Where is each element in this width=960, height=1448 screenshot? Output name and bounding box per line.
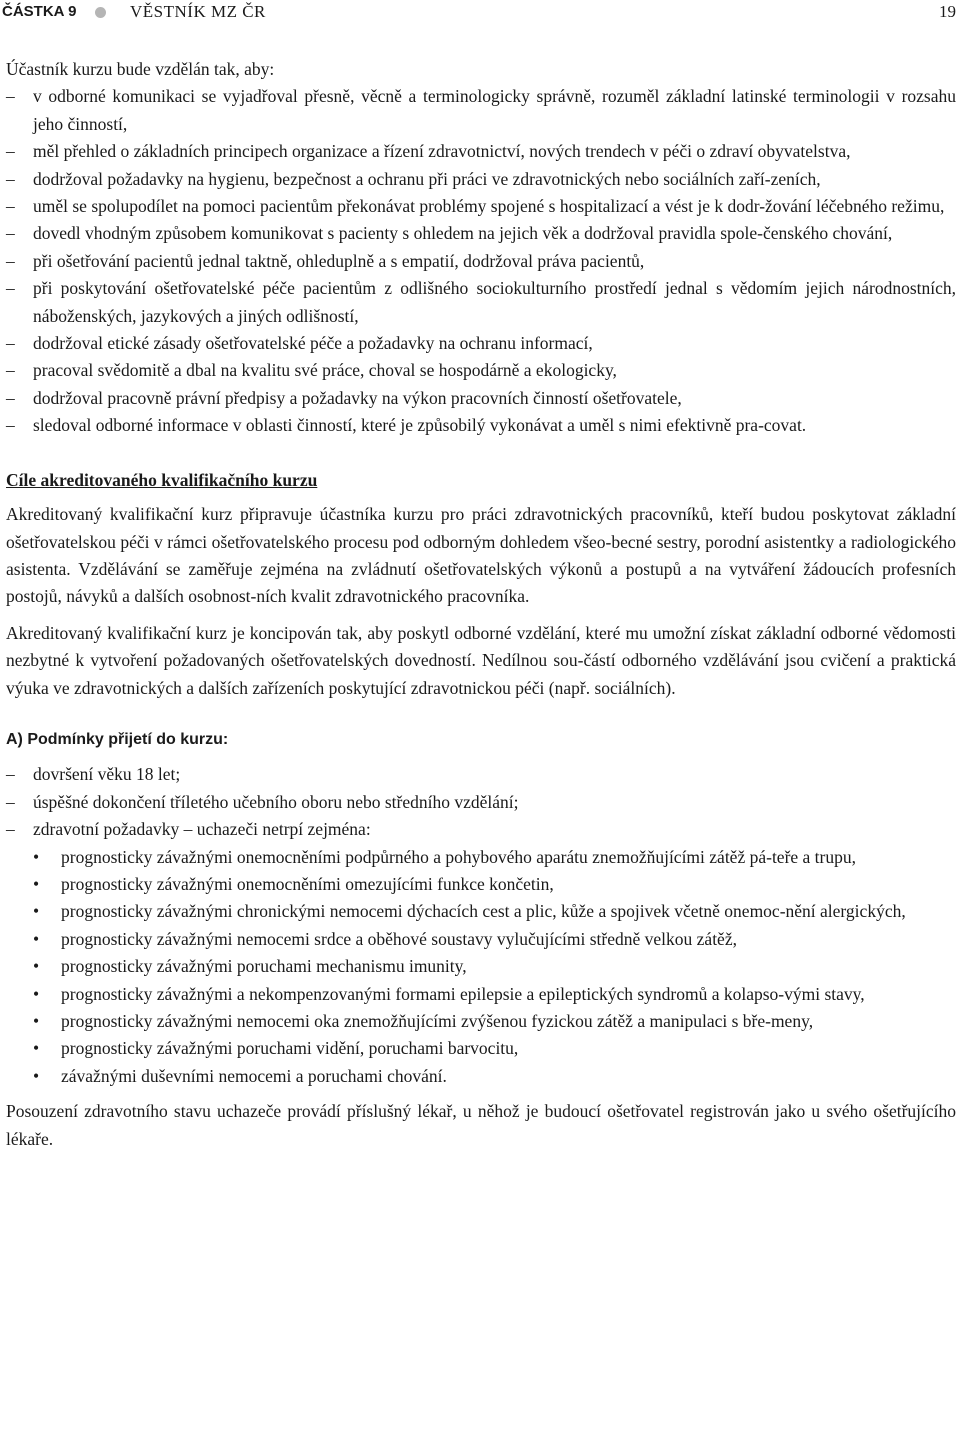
list-item-text: dodržoval etické zásady ošetřovatelské péče a požadavky na ochranu informací, xyxy=(33,333,593,354)
list-item xyxy=(6,412,956,439)
list-item xyxy=(6,138,956,165)
goals-list xyxy=(6,83,956,439)
list-item xyxy=(6,871,956,898)
dash-marker: – xyxy=(6,250,15,271)
journal-title: VĚSTNÍK MZ ČR xyxy=(130,2,266,21)
list-item-text: při ošetřování pacientů jednal taktně, ohleduplně a s empatií, dodržoval práva pacientů, xyxy=(33,250,645,271)
dash-marker: – xyxy=(6,387,15,408)
conditions-list xyxy=(6,761,956,843)
dash-marker: – xyxy=(6,223,15,244)
list-item xyxy=(6,357,956,384)
list-item-text: uměl se spolupodílet na pomoci pacientům překonávat problémy spojené s hospitalizací a vést je k dodr-žování léčebného režimu, xyxy=(33,196,945,217)
section-heading: Cíle akreditovaného kvalifikačního kurzu xyxy=(6,469,318,490)
dash-marker: – xyxy=(6,333,15,354)
bullet-icon: • xyxy=(33,956,40,977)
list-item xyxy=(6,220,956,247)
bullet-icon: • xyxy=(33,873,40,894)
list-item-text: prognosticky závažnými nemocemi oka znemožňujícími zvýšenou fyzickou zátěž a manipulaci s bře-meny, xyxy=(61,1011,814,1031)
list-item xyxy=(6,330,956,357)
list-item xyxy=(6,816,956,843)
list-item-text: prognosticky závažnými chronickými nemocemi dýchacích cest a plic, kůže a spojivek včetně onemoc-nění alergických, xyxy=(61,901,906,922)
dash-marker: – xyxy=(6,278,15,299)
list-item xyxy=(6,83,956,138)
dash-marker: – xyxy=(6,415,15,436)
list-item xyxy=(6,166,956,193)
bullet-icon: • xyxy=(33,1065,40,1086)
list-item xyxy=(6,275,956,330)
list-item xyxy=(6,844,956,871)
list-item xyxy=(6,789,956,816)
closing-paragraph: Posouzení zdravotního stavu uchazeče provádí příslušný lékař, u něhož je budoucí ošetřovatel registrován jako u svého ošetřujícího lékaře. xyxy=(6,1101,956,1149)
intro-text: Účastník kurzu bude vzdělán tak, aby: xyxy=(6,59,275,79)
dash-marker: – xyxy=(6,168,15,189)
list-item xyxy=(6,953,956,980)
dash-marker: – xyxy=(6,196,15,217)
list-item-text: dodržoval pracovně právní předpisy a požadavky na výkon pracovních činností ošetřovatele, xyxy=(33,387,682,408)
dash-marker: – xyxy=(6,791,15,812)
list-item-text: závažnými duševními nemocemi a poruchami chování. xyxy=(61,1065,447,1086)
dash-marker: – xyxy=(6,764,15,785)
dash-marker: – xyxy=(6,86,15,107)
bullet-icon: • xyxy=(33,1011,40,1031)
list-item xyxy=(6,761,956,788)
list-item xyxy=(6,1063,956,1090)
list-item-text: prognosticky závažnými onemocněními omezujícími funkce končetin, xyxy=(61,873,554,894)
list-item xyxy=(6,981,956,1008)
section-paragraph: Akreditovaný kvalifikační kurz připravuje účastníka kurzu pro práci zdravotnických pracovníků, kteří budou poskytovat základní ošetřovatelskou péči v rámci ošetřovatelského procesu pod odborným dohledem všeo-becné sestry, porodní asistentky a radiologického asistenta. Vzdělávání se zaměřuje zejména na zvládnutí ošetřovatelských výkonů a postupů a na vytváření žádoucích profesních postojů, návyků a dalších osobnost-ních kvalit zdravotnického pracovníka. xyxy=(6,504,956,607)
document-body xyxy=(6,56,956,1153)
health-conditions-list xyxy=(6,844,956,1091)
list-item-text: prognosticky závažnými a nekompenzovanými formami epilepsie a epileptických syndromů a kolapso-vými stavy, xyxy=(61,983,865,1004)
subsection-heading: A) Podmínky přijetí do kurzu: xyxy=(6,730,229,748)
list-item-text: prognosticky závažnými nemocemi srdce a oběhové soustavy vylučujícími středně velkou zátěž, xyxy=(61,928,737,949)
list-item-text: sledoval odborné informace v oblasti činností, které je způsobilý vykonávat a uměl s nimi efektivně pra-covat. xyxy=(33,415,807,436)
separator-dot-icon xyxy=(95,7,106,18)
bullet-icon: • xyxy=(33,846,40,867)
page-header xyxy=(0,0,960,24)
issue-label: ČÁSTKA 9 xyxy=(2,3,77,20)
list-item-text: úspěšné dokončení tříletého učebního oboru nebo středního vzdělání; xyxy=(33,791,519,812)
list-item xyxy=(6,193,956,220)
list-item xyxy=(6,926,956,953)
list-item xyxy=(6,385,956,412)
list-item-text: prognosticky závažnými onemocněními podpůrného a pohybového aparátu znemožňujícími zátěž pá-teře a trupu, xyxy=(61,846,856,867)
list-item-text: pracoval svědomitě a dbal na kvalitu své práce, choval se hospodárně a ekologicky, xyxy=(33,360,617,381)
list-item-text: při poskytování ošetřovatelské péče pacientům z odlišného sociokulturního prostředí jednal s vědomím jejich národnostních, náboženských, jazykových a jiných odlišností, xyxy=(33,278,956,326)
list-item-text: prognosticky závažnými poruchami vidění, poruchami barvocitu, xyxy=(61,1038,519,1059)
bullet-icon: • xyxy=(33,983,40,1004)
list-item xyxy=(6,1008,956,1035)
bullet-icon: • xyxy=(33,1038,40,1059)
list-item-text: dovedl vhodným způsobem komunikovat s pacienty s ohledem na jejich věk a dodržoval pravidla spole-čenského chování, xyxy=(33,223,893,244)
list-item-text: prognosticky závažnými poruchami mechanismu imunity, xyxy=(61,956,467,977)
page-number: 19 xyxy=(939,2,956,21)
list-item xyxy=(6,1035,956,1062)
list-item-text: v odborné komunikaci se vyjadřoval přesně, věcně a terminologicky správně, rozuměl základní latinské terminologii v rozsahu jeho činností, xyxy=(33,86,956,134)
list-item-text: dodržoval požadavky na hygienu, bezpečnost a ochranu při práci ve zdravotnických nebo sociálních zaří-zeních, xyxy=(33,168,821,189)
dash-marker: – xyxy=(6,360,15,381)
list-item-text: měl přehled o základních principech organizace a řízení zdravotnictví, nových trendech v péči o zdraví obyvatelstva, xyxy=(33,141,851,162)
list-item xyxy=(6,248,956,275)
bullet-icon: • xyxy=(33,928,40,949)
list-item-text: dovršení věku 18 let; xyxy=(33,764,181,785)
bullet-icon: • xyxy=(33,901,40,922)
section-paragraph: Akreditovaný kvalifikační kurz je koncipován tak, aby poskytl odborné vzdělání, které mu umožní získat základní odborné vědomosti nezbytné k vytvoření požadovaných ošetřovatelských dovedností. Nedílnou sou-částí odborného vzdělávání jsou cvičení a praktická výuka ve zdravotnických a dalších zařízeních poskytující zdravotnickou péči (např. sociálních). xyxy=(6,622,956,698)
dash-marker: – xyxy=(6,819,15,840)
list-item-text: zdravotní požadavky – uchazeči netrpí zejména: xyxy=(33,819,371,840)
dash-marker: – xyxy=(6,141,15,162)
list-item xyxy=(6,898,956,925)
